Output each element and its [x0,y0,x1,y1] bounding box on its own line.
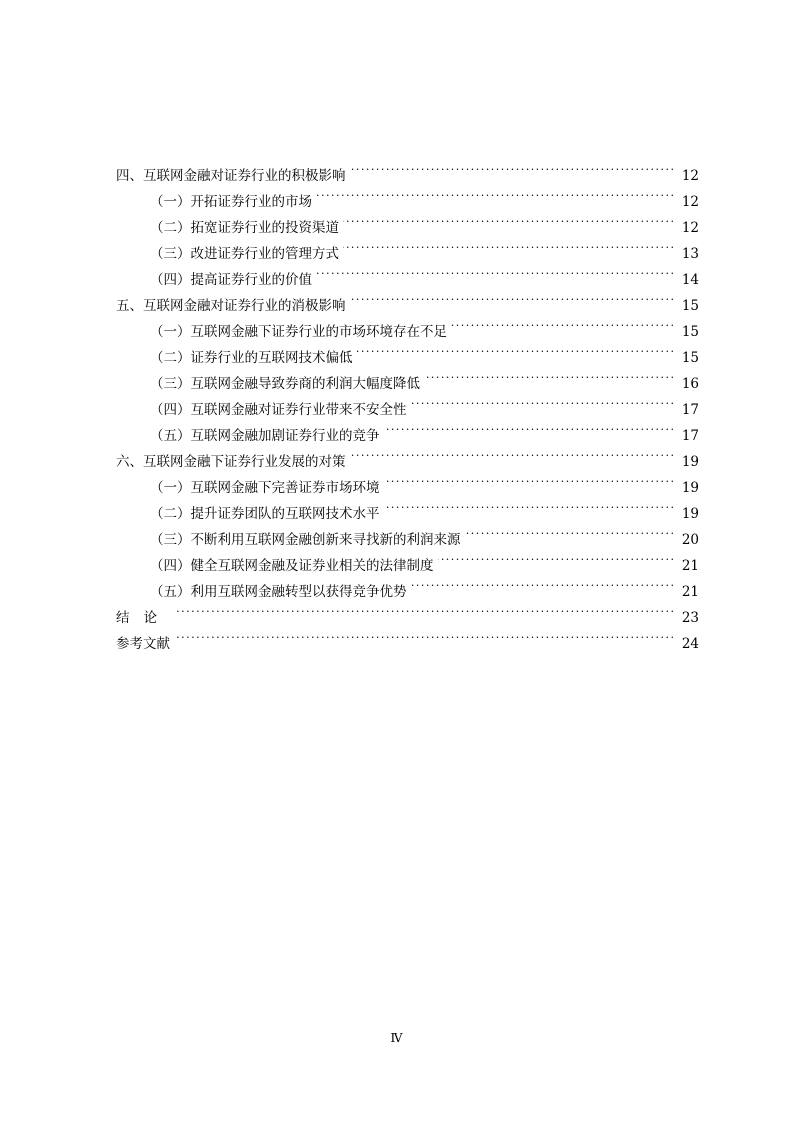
table-of-contents [116,154,699,652]
toc-dot-leader [174,622,673,648]
toc-dot-leader [384,414,674,440]
toc-entry-title: （二）证券行业的互联网技术偏低 [150,350,353,366]
toc-entry-title: 五、互联网金融对证券行业的消极影响 [116,298,346,314]
toc-entry-title: （二）提升证券团队的互联网技术水平 [150,506,380,522]
toc-entry-title: （一）互联网金融下完善证券市场环境 [150,480,380,496]
toc-entry-page: 19 [681,506,699,522]
toc-entry-page: 12 [681,220,699,236]
toc-entry-title: 六、互联网金融下证券行业发展的对策 [116,454,346,470]
toc-entry-title: （三）改进证券行业的管理方式 [150,246,339,262]
toc-entry-page: 21 [681,558,699,574]
toc-entry-title: （五）互联网金融加剧证券行业的竞争 [150,428,380,444]
toc-entry-page: 24 [681,636,699,652]
toc-entry-page: 13 [681,246,699,262]
toc-entry-title: （四）提高证券行业的价值 [150,272,312,288]
toc-entry-page: 19 [681,480,699,496]
toc-dot-leader [424,362,673,388]
toc-entry-page: 19 [681,454,699,470]
toc-entry-title: （三）互联网金融导致券商的利润大幅度降低 [150,376,420,392]
page-number: Ⅳ [390,1031,403,1045]
toc-entry-page: 15 [681,350,699,366]
toc-entry[interactable] [116,154,699,184]
toc-entry-page: 12 [681,194,699,210]
toc-entry-references[interactable] [116,622,699,652]
toc-entry-page: 21 [681,584,699,600]
toc-dot-leader [357,336,674,362]
toc-dot-leader [316,180,673,206]
toc-entry-page: 23 [681,610,699,626]
toc-entry-page: 14 [681,272,699,288]
toc-dot-leader [350,154,674,180]
toc-entry-page: 15 [681,324,699,340]
toc-dot-leader [411,388,674,414]
toc-entry-page: 17 [681,402,699,418]
toc-dot-leader [350,284,674,310]
toc-dot-leader [384,492,674,518]
toc-entry-title: （五）利用互联网金融转型以获得竞争优势 [150,584,407,600]
toc-dot-leader [343,232,673,258]
toc-dot-leader [343,206,673,232]
toc-entry-title: （一）开拓证券行业的市场 [150,194,312,210]
toc-dot-leader [350,440,674,466]
toc-dot-leader [465,518,674,544]
toc-entry-title: 四、互联网金融对证券行业的积极影响 [116,168,346,184]
toc-entry-title: （三）不断利用互联网金融创新来寻找新的利润来源 [150,532,461,548]
toc-entry-title: （一）互联网金融下证券行业的市场环境存在不足 [150,324,447,340]
toc-dot-leader [411,570,674,596]
toc-dot-leader [438,544,674,570]
toc-entry-title: 结论 [116,610,171,626]
toc-dot-leader [175,596,673,622]
toc-entry-title: （二）拓宽证券行业的投资渠道 [150,220,339,236]
toc-entry-page: 20 [681,532,699,548]
toc-entry-page: 17 [681,428,699,444]
toc-dot-leader [451,310,673,336]
toc-entry-title: （四）健全互联网金融及证券业相关的法律制度 [150,558,434,574]
toc-entry-page: 16 [681,376,699,392]
toc-entry-page: 15 [681,298,699,314]
toc-entry-conclusion[interactable] [116,596,699,626]
toc-entry-page: 12 [681,168,699,184]
toc-entry-title: 参考文献 [116,636,170,652]
toc-entry-title: （四）互联网金融对证券行业带来不安全性 [150,402,407,418]
toc-dot-leader [384,466,674,492]
toc-dot-leader [316,258,673,284]
